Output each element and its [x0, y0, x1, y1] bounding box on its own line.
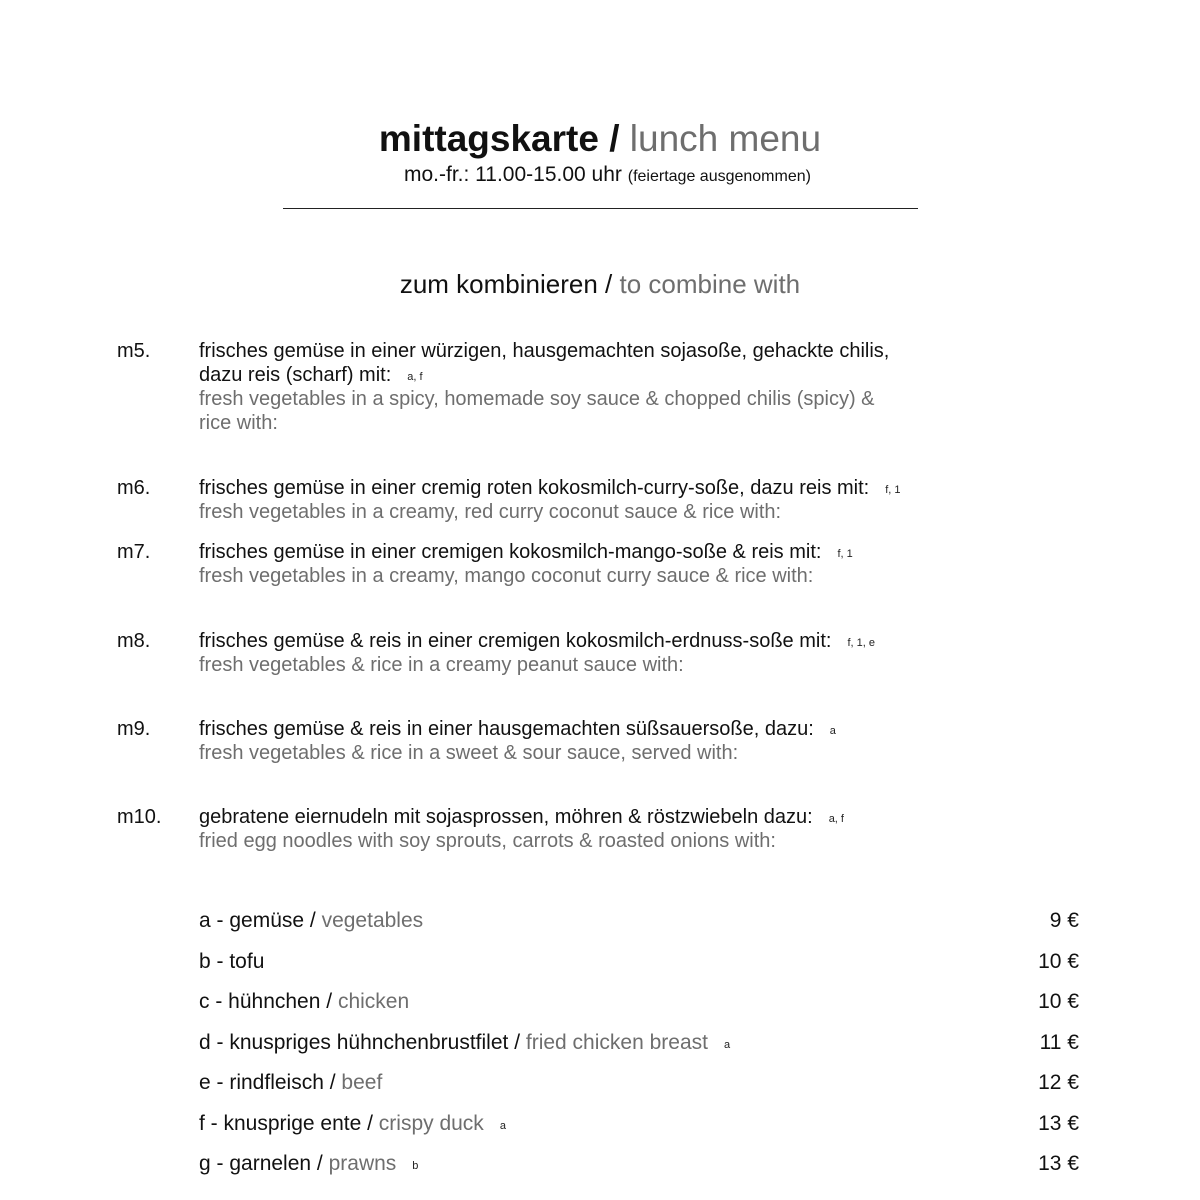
option-price: 9 €	[1049, 909, 1079, 932]
option-label	[199, 1069, 382, 1097]
allergen-codes: a	[499, 1119, 506, 1132]
item-description	[199, 629, 989, 677]
option-separator: /	[311, 1152, 329, 1175]
option-row-vegetables	[199, 907, 1079, 948]
item-german-line: frisches gemüse in einer cremig roten kokosmilch-curry-soße, dazu reis mit:	[199, 477, 870, 499]
option-price: 13 €	[1038, 1152, 1079, 1175]
item-code: m8.	[117, 630, 151, 652]
opening-hours	[0, 160, 1200, 192]
item-german-line: frisches gemüse & reis in einer hausgemachten süßsauersoße, dazu:	[199, 718, 814, 740]
option-name-english: fried chicken breast	[525, 1030, 708, 1054]
option-name-german: f - knusprige ente	[199, 1111, 362, 1135]
item-english-line: fresh vegetables & rice in a creamy peanut sauce with:	[199, 654, 684, 676]
allergen-codes: a, f	[407, 371, 423, 383]
section-title-german: zum kombinieren /	[399, 269, 613, 299]
option-row-chicken	[199, 988, 1079, 1029]
item-code: m10.	[117, 806, 162, 828]
allergen-codes: f, 1, e	[847, 637, 875, 649]
hours-note: (feiertage ausgenommen)	[627, 168, 811, 185]
item-german-line: frisches gemüse in einer würzigen, hausgemachten sojasoße, gehackte chilis,	[199, 340, 890, 362]
option-label	[199, 948, 264, 976]
page-title	[0, 118, 1200, 160]
allergen-codes: b	[412, 1160, 419, 1172]
item-german-line: frisches gemüse in einer cremigen kokosmilch-mango-soße & reis mit:	[199, 541, 822, 563]
option-label	[199, 907, 423, 935]
option-row-prawns	[199, 1150, 1079, 1191]
item-english-line: fried egg noodles with soy sprouts, carrots & roasted onions with:	[199, 830, 776, 852]
item-english-line: fresh vegetables in a creamy, red curry coconut sauce & rice with:	[199, 501, 782, 523]
option-price: 10 €	[1038, 990, 1079, 1013]
item-description	[199, 540, 989, 588]
option-separator: /	[304, 909, 322, 932]
option-price: 12 €	[1038, 1071, 1079, 1094]
option-name-english: vegetables	[321, 909, 424, 932]
item-german-line: dazu reis (scharf) mit:	[199, 364, 392, 386]
option-label	[199, 1110, 506, 1138]
item-description	[199, 805, 989, 853]
menu-header	[0, 118, 1200, 192]
option-label	[199, 988, 409, 1016]
option-name-german: d - knuspriges hühnchenbrustfilet	[199, 1030, 509, 1054]
item-german-line: frisches gemüse & reis in einer cremigen kokosmilch-erdnuss-soße mit:	[199, 630, 832, 652]
section-heading	[0, 268, 1200, 300]
option-name-english: chicken	[337, 990, 410, 1013]
section-title-english: to combine with	[619, 269, 801, 299]
item-english-line: fresh vegetables in a spicy, homemade soy sauce & chopped chilis (spicy) &	[199, 388, 875, 410]
option-row-beef	[199, 1069, 1079, 1110]
option-separator: /	[508, 1030, 526, 1054]
allergen-codes: f, 1	[885, 484, 901, 496]
header-divider	[283, 208, 918, 209]
allergen-codes: a, f	[828, 813, 844, 825]
option-separator: /	[323, 1071, 342, 1094]
option-name-german: c - hühnchen	[199, 990, 321, 1013]
option-row-crispy-duck	[199, 1110, 1079, 1151]
allergen-codes: f, 1	[837, 548, 853, 560]
title-english: lunch menu	[629, 118, 822, 159]
item-description	[199, 339, 989, 435]
item-code: m6.	[117, 477, 151, 499]
option-name-german: g - garnelen	[199, 1152, 312, 1175]
item-english-line: fresh vegetables in a creamy, mango coconut curry sauce & rice with:	[199, 565, 814, 587]
item-german-line: gebratene eiernudeln mit sojasprossen, möhren & röstzwiebeln dazu:	[199, 806, 813, 828]
option-label	[199, 1150, 418, 1178]
item-english-line: rice with:	[199, 412, 278, 434]
option-separator: /	[320, 990, 338, 1013]
item-description	[199, 476, 989, 524]
option-separator: /	[361, 1111, 379, 1135]
option-name-english: beef	[341, 1071, 383, 1094]
title-german: mittagskarte /	[378, 118, 620, 159]
option-name-english: crispy duck	[378, 1111, 484, 1135]
item-english-line: fresh vegetables & rice in a sweet & sour sauce, served with:	[199, 742, 739, 764]
option-name-german: b - tofu	[199, 949, 265, 973]
item-code: m7.	[117, 541, 151, 563]
option-name-english: prawns	[328, 1152, 397, 1175]
option-price: 11 €	[1039, 1030, 1079, 1054]
allergen-codes: a	[829, 725, 836, 737]
hours-text: mo.-fr.: 11.00-15.00 uhr	[404, 163, 622, 186]
option-label	[199, 1029, 730, 1057]
item-description	[199, 717, 989, 765]
option-row-fried-chicken-breast	[199, 1029, 1079, 1070]
item-code: m9.	[117, 718, 151, 740]
option-name-german: e - rindfleisch	[199, 1071, 324, 1094]
allergen-codes: a	[723, 1038, 731, 1051]
option-price: 13 €	[1038, 1111, 1079, 1135]
item-code: m5.	[117, 340, 151, 362]
protein-options-list	[199, 907, 1079, 1191]
option-row-tofu	[199, 948, 1079, 989]
option-price: 10 €	[1038, 949, 1079, 973]
option-name-german: a - gemüse	[199, 909, 305, 932]
